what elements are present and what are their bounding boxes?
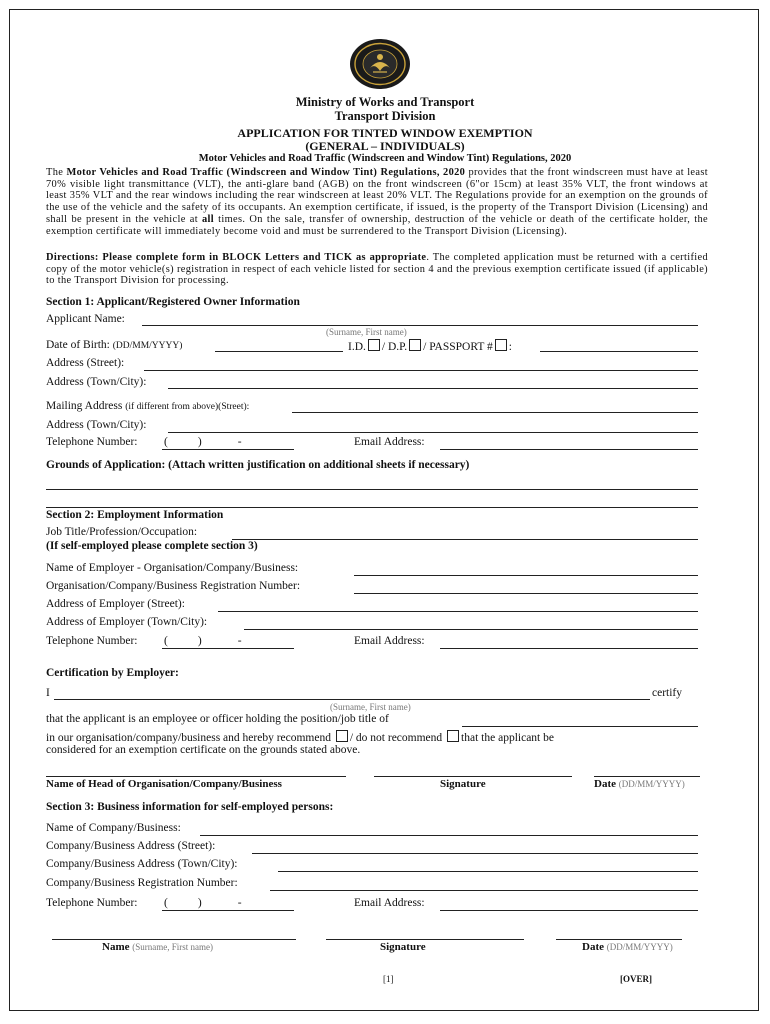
company-telephone-field[interactable] (162, 910, 294, 911)
self-employed-note: (If self-employed please complete section 3) (46, 540, 258, 552)
division-name: Transport Division (334, 109, 436, 123)
applicant-date-field[interactable] (556, 939, 682, 940)
address-town-label: Address (Town/City): (46, 376, 147, 388)
cert-signature-label: Signature (440, 778, 486, 790)
recommend-checkbox[interactable] (336, 730, 348, 742)
company-reg-field[interactable] (270, 890, 698, 891)
job-title-field[interactable] (232, 539, 698, 540)
employer-telephone-label: Telephone Number: (46, 635, 138, 647)
cert-date-field[interactable] (594, 776, 700, 777)
company-street-label: Company/Business Address (Street): (46, 840, 216, 852)
cert-name-hint: (Surname, First name) (330, 702, 411, 712)
applicant-date-label: Date (DD/MM/YYYY) (582, 941, 673, 953)
section1-heading: Section 1: Applicant/Registered Owner Information (46, 296, 300, 308)
company-email-field[interactable] (440, 910, 698, 911)
passport-checkbox[interactable] (495, 339, 507, 351)
applicant-name-sign-label: Name (Surname, First name) (102, 941, 213, 953)
applicant-name-label: Applicant Name: (46, 313, 125, 325)
grounds-heading: Grounds of Application: (Attach written justification on additional sheets if necessary) (46, 459, 470, 471)
company-town-field[interactable] (278, 871, 698, 872)
address-town2-label: Address (Town/City): (46, 419, 147, 431)
address-street-field[interactable] (144, 370, 698, 371)
grounds-line-2[interactable] (46, 507, 698, 508)
employer-street-label: Address of Employer (Street): (46, 598, 185, 610)
company-reg-label: Company/Business Registration Number: (46, 877, 238, 889)
employer-name-label: Name of Employer - Organisation/Company/Business: (46, 562, 299, 574)
employer-street-field[interactable] (218, 611, 698, 612)
company-street-field[interactable] (252, 853, 698, 854)
dob-field[interactable] (215, 351, 343, 352)
page-number: [1] (383, 974, 394, 984)
cert-certify-label: certify (652, 687, 683, 699)
cert-line2: in our organisation/company/business and hereby recommend / do not recommend that the applicant be (46, 732, 554, 744)
address-street-label: Address (Street): (46, 357, 125, 369)
applicant-name-sign-field[interactable] (52, 939, 296, 940)
employer-name-field[interactable] (354, 575, 698, 576)
applicant-signature-label: Signature (380, 941, 426, 953)
employer-reg-label: Organisation/Company/Business Registration Number: (46, 580, 301, 592)
telephone-label: Telephone Number: (46, 436, 138, 448)
over-indicator: [OVER] (620, 974, 652, 984)
cert-name-field[interactable] (54, 699, 650, 700)
id-type-selector: I.D. / D.P. / PASSPORT # : (348, 341, 512, 353)
mailing-address-field[interactable] (292, 412, 698, 413)
telephone-field-text: ( ) - (164, 436, 242, 448)
form-subtitle: (GENERAL – INDIVIDUALS) (305, 139, 465, 153)
head-name-field[interactable] (46, 776, 346, 777)
do-not-recommend-checkbox[interactable] (447, 730, 459, 742)
email-label: Email Address: (354, 436, 425, 448)
cert-position-field[interactable] (462, 726, 698, 727)
grounds-line-1[interactable] (46, 489, 698, 490)
employer-reg-field[interactable] (354, 593, 698, 594)
mailing-address-label: Mailing Address (if different from above)(Street): (46, 400, 250, 412)
ministry-seal (348, 38, 412, 90)
employer-telephone-text: ( ) - (164, 635, 242, 647)
company-telephone-label: Telephone Number: (46, 897, 138, 909)
dob-label: Date of Birth: (DD/MM/YYYY) (46, 339, 183, 351)
section2-heading: Section 2: Employment Information (46, 509, 224, 521)
dp-checkbox[interactable] (409, 339, 421, 351)
company-telephone-text: ( ) - (164, 897, 242, 909)
cert-line1: that the applicant is an employee or officer holding the position/job title of (46, 713, 389, 725)
employer-town-label: Address of Employer (Town/City): (46, 616, 208, 628)
head-name-label: Name of Head of Organisation/Company/Business (46, 778, 282, 790)
applicant-signature-field[interactable] (326, 939, 524, 940)
address-town-field[interactable] (168, 388, 698, 389)
company-town-label: Company/Business Address (Town/City): (46, 858, 238, 870)
employer-town-field[interactable] (244, 629, 698, 630)
employer-email-label: Email Address: (354, 635, 425, 647)
job-title-label: Job Title/Profession/Occupation: (46, 526, 198, 538)
ministry-name: Ministry of Works and Transport (295, 95, 475, 109)
directions-paragraph: Directions: Please complete form in BLOCK Letters and TICK as appropriate. The completed application must be returned with a certified copy of the motor vehicle(s) registration in respect of each vehicle listed for section 4 and the previous exemption certificate issued (if applicable) to the Transport Division for processing. (46, 252, 709, 287)
telephone-field[interactable] (162, 449, 294, 450)
applicant-name-hint: (Surname, First name) (326, 327, 407, 337)
regulations-title: Motor Vehicles and Road Traffic (Windscreen and Window Tint) Regulations, 2020 (198, 153, 572, 164)
id-checkbox[interactable] (368, 339, 380, 351)
company-name-field[interactable] (200, 835, 698, 836)
id-number-field[interactable] (540, 351, 698, 352)
certification-heading: Certification by Employer: (46, 667, 179, 679)
company-name-label: Name of Company/Business: (46, 822, 181, 834)
form-title: APPLICATION FOR TINTED WINDOW EXEMPTION (237, 126, 533, 140)
cert-signature-field[interactable] (374, 776, 572, 777)
address-town2-field[interactable] (168, 432, 698, 433)
cert-line3: considered for an exemption certificate on the grounds stated above. (46, 744, 361, 756)
section3-heading: Section 3: Business information for self-employed persons: (46, 801, 334, 813)
company-email-label: Email Address: (354, 897, 425, 909)
employer-telephone-field[interactable] (162, 648, 294, 649)
intro-paragraph: The Motor Vehicles and Road Traffic (Windscreen and Window Tint) Regulations, 2020 provides that the front windscreen must have at least 70% visible light transmittance (VLT), the anti-glare band (AGB) on the front windscreen (6"or 15cm) at least 35% VLT, the front windows at least 35% VLT and the rear windows including the rear windscreen at least 20% VLT. The Regulations provide for an exemption on the grounds of the use of the vehicle and the safety of its occupants. An exemption certificate, if issued, is the property of the Transport Division (Licensing) and shall be present in the vehicle at all times. On the sale, transfer of ownership, destruction of the vehicle or death of the certificate holder, the exemption certificate will immediately become void and must be surrendered to the Transport Division (Licensing). (46, 167, 708, 237)
cert-i-label: I (46, 687, 50, 699)
applicant-name-field[interactable] (142, 325, 698, 326)
employer-email-field[interactable] (440, 648, 698, 649)
cert-date-label: Date (DD/MM/YYYY) (594, 778, 685, 790)
email-field[interactable] (440, 449, 698, 450)
